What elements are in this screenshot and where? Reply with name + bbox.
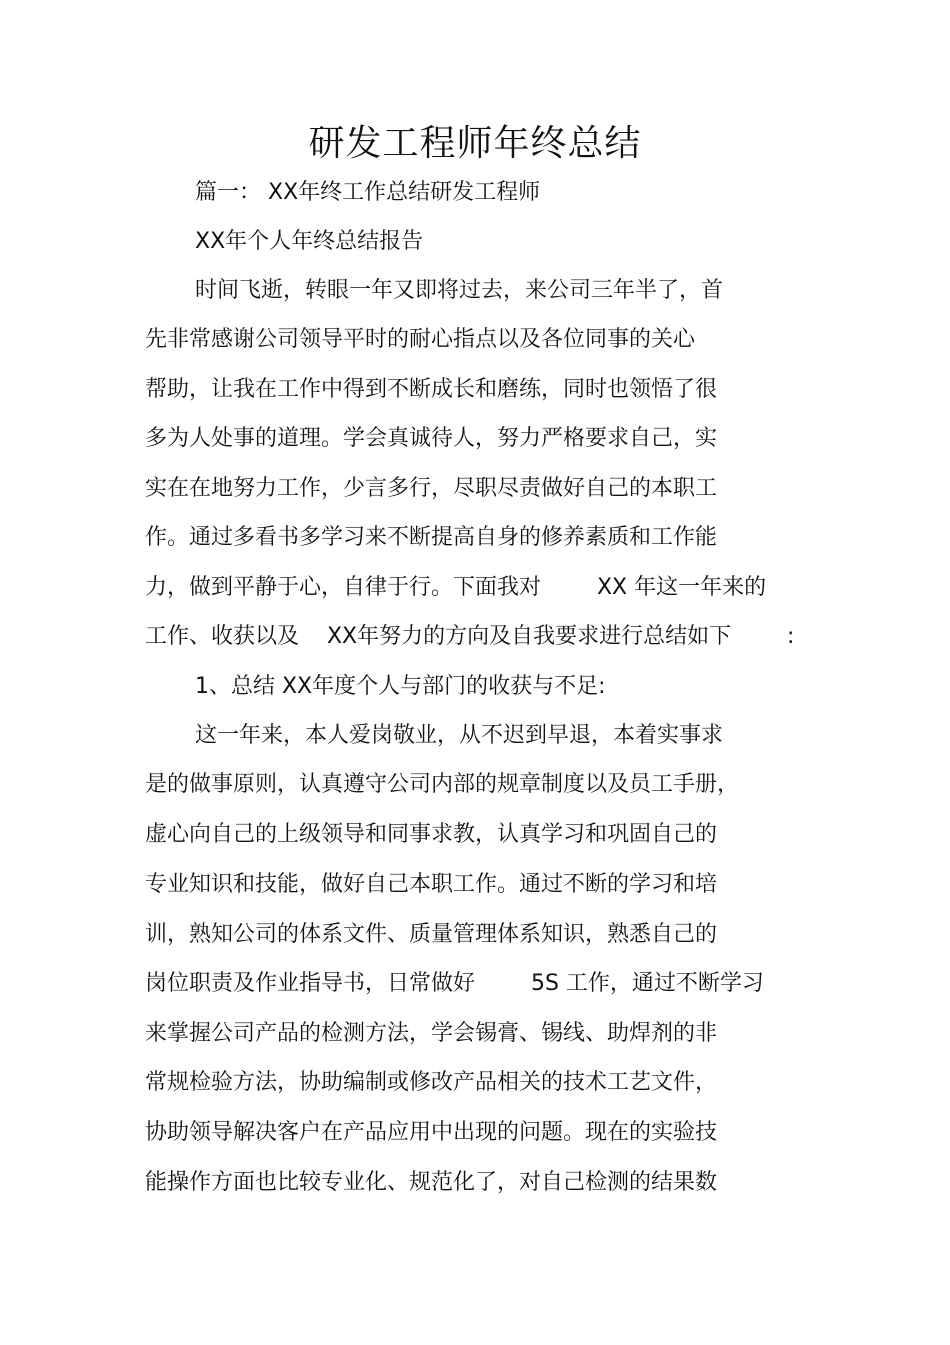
paragraph-line: 常规检验方法，协助编制或修改产品相关的技术工艺文件， [145, 1070, 718, 1095]
paragraph-line: 多为人处事的道理。学会真诚待人，努力严格要求自己，实 [145, 426, 718, 451]
paragraph-line: 工作、收获以及 XX年努力的方向及自我要求进行总结如下 : [145, 624, 795, 649]
paragraph-line: 力，做到平静于心，自律于行。下面我对 XX 年这一年来的 [145, 575, 767, 600]
paragraph-line: 训，熟知公司的体系文件、质量管理体系知识，熟悉自己的 [145, 922, 718, 947]
paragraph-line: 作。通过多看书多学习来不断提高自身的修养素质和工作能 [145, 525, 718, 550]
paragraph-line: 是的做事原则，认真遵守公司内部的规章制度以及员工手册， [145, 772, 740, 797]
document-subtitle: 篇一： XX年终工作总结研发工程师 [195, 180, 541, 205]
paragraph-line: 岗位职责及作业指导书，日常做好 5S 工作，通过不断学习 [145, 971, 764, 996]
paragraph-line: 能操作方面也比较专业化、规范化了，对自己检测的结果数 [145, 1170, 718, 1195]
paragraph-line: 协助领导解决客户在产品应用中出现的问题。现在的实验技 [145, 1120, 718, 1145]
section-heading: 1、总结 XX年度个人与部门的收获与不足: [195, 674, 606, 699]
report-heading: XX年个人年终总结报告 [195, 229, 424, 254]
paragraph-line: 专业知识和技能，做好自己本职工作。通过不断的学习和培 [145, 872, 718, 897]
paragraph-line: 这一年来，本人爱岗敬业，从不迟到早退，本着实事求 [195, 723, 724, 748]
paragraph-line: 虚心向自己的上级领导和同事求教，认真学习和巩固自己的 [145, 822, 718, 847]
paragraph-line: 时间飞逝，转眼一年又即将过去，来公司三年半了，首 [195, 278, 724, 303]
paragraph-line: 帮助，让我在工作中得到不断成长和磨练，同时也领悟了很 [145, 377, 718, 402]
paragraph-line: 先非常感谢公司领导平时的耐心指点以及各位同事的关心 [145, 327, 696, 352]
document-title: 研发工程师年终总结 [308, 123, 642, 164]
paragraph-line: 来掌握公司产品的检测方法，学会锡膏、锡线、助焊剂的非 [145, 1021, 718, 1046]
paragraph-line: 实在在地努力工作，少言多行，尽职尽责做好自己的本职工 [145, 476, 718, 501]
